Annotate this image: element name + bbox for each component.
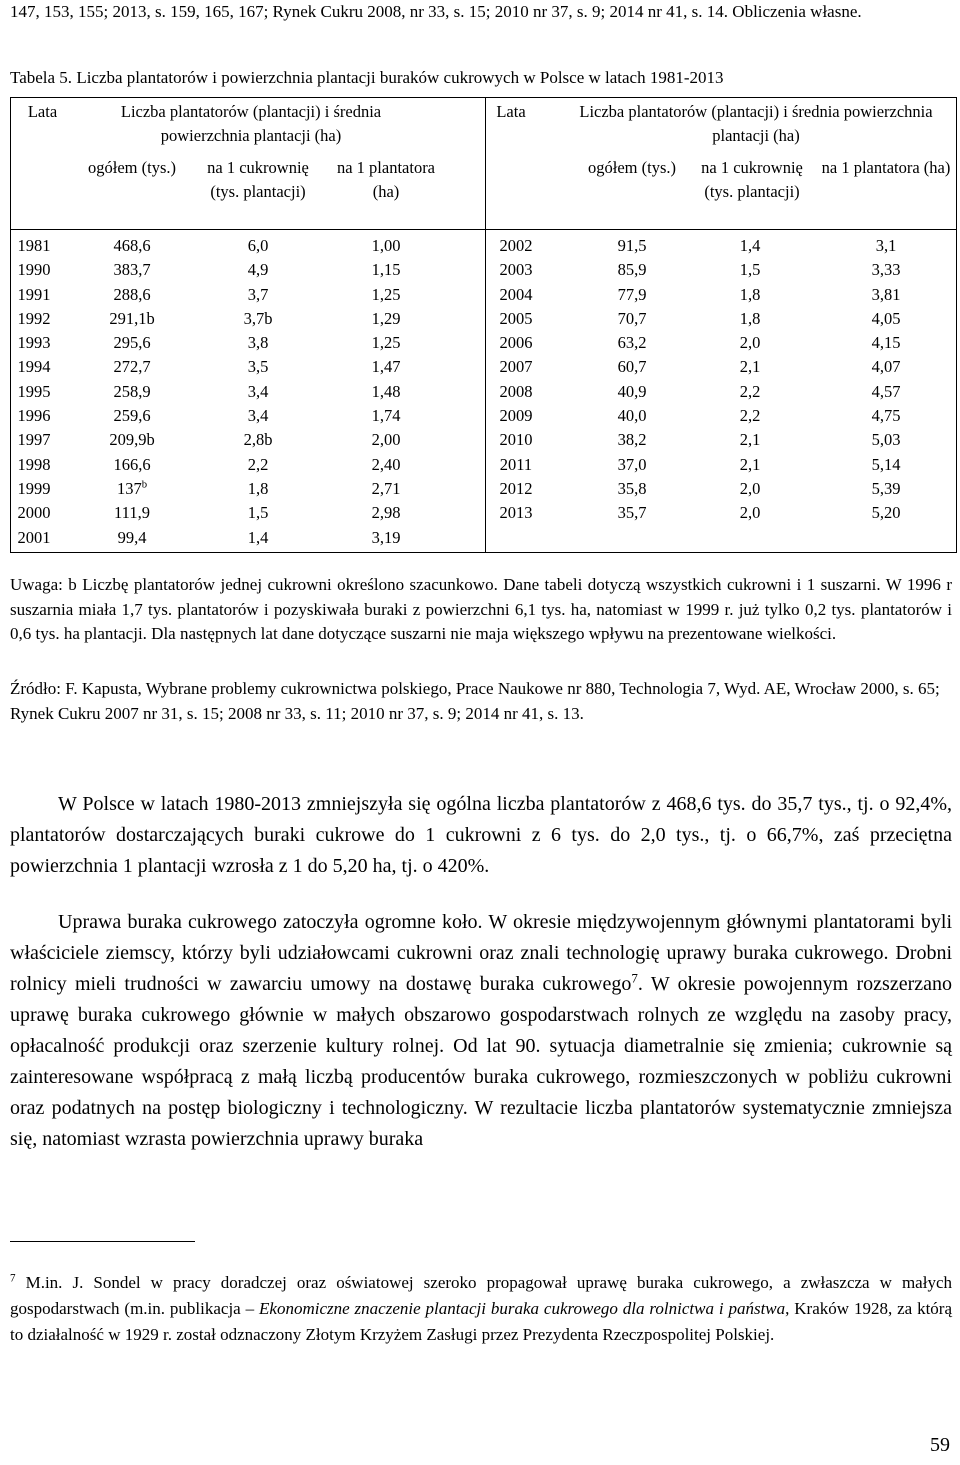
left-total-cell: 259,6 <box>113 406 151 426</box>
left-factory-cell: 2,2 <box>247 454 269 474</box>
right-year-cell: 2004 <box>499 284 533 304</box>
right-total-cell: 40,9 <box>617 381 647 401</box>
left-factory-cell: 3,4 <box>247 381 269 401</box>
right-factory-cell: 2,2 <box>739 381 761 401</box>
left-year-cell: 1999 <box>17 478 51 498</box>
right-year-cell: 2013 <box>499 503 533 523</box>
left-year-cell: 1992 <box>17 308 51 328</box>
footnote-text-b: , Kraków 1928, za którą to działalność w 1929 r. został odznaczony Złotym Krzyżem Zasługi przez Prezydenta Rzeczpospolitej Polskiej. <box>10 1299 952 1344</box>
right-grower-cell: 5,20 <box>871 503 901 523</box>
left-factory-cell: 1,5 <box>247 503 269 523</box>
right-grower-cell: 3,33 <box>871 260 901 280</box>
estimate-marker: b <box>141 478 148 491</box>
left-factory-column <box>197 234 319 550</box>
left-total-cell: 258,9 <box>113 381 151 401</box>
right-year-cell: 2010 <box>499 430 533 450</box>
right-grower-cell: 4,75 <box>871 406 901 426</box>
footnote-text-a: M.in. J. Sondel w pracy doradczej oraz oświatowej szeroko propagował uprawę buraka cukrowego, a zwłaszcza w małych gospodarstwach (m.in. publikacja – <box>10 1273 952 1318</box>
right-grower-column <box>831 234 941 526</box>
header-group-right: Liczba plantatorów (plantacji) i średnia powierzchnia plantacji (ha) <box>579 102 933 145</box>
right-total-cell: 35,7 <box>617 503 647 523</box>
right-total-cell: 85,9 <box>617 260 647 280</box>
paragraph-1: W Polsce w latach 1980-2013 zmniejszyła się ogólna liczba plantatorów z 468,6 tys. do 35,7 tys., tj. o 92,4%, plantatorów dostarczających buraki cukrowe do 1 cukrowni z 6 tys. do 2,0 tys., tj. o 66,7%, zaś przeciętna powierzchnia 1 plantacji wzrosła z 1 do 5,20 ha, tj. o 420%. <box>10 793 952 877</box>
right-total-cell: 35,8 <box>617 478 647 498</box>
left-grower-cell: 1,25 <box>371 284 401 304</box>
right-factory-cell: 1,4 <box>739 236 761 255</box>
right-year-cell: 2012 <box>499 478 533 498</box>
header-grower-left: na 1 plantatora (ha) <box>336 158 436 201</box>
right-total-column <box>577 234 687 526</box>
right-factory-cell: 2,1 <box>739 357 761 377</box>
header-total-right: ogółem (tys.) <box>588 158 676 177</box>
left-factory-cell: 3,4 <box>247 406 269 426</box>
right-year-cell: 2008 <box>499 381 533 401</box>
right-year-cell: 2006 <box>499 333 533 353</box>
header-factory-left: na 1 cukrownię (tys. plantacji) <box>207 158 309 201</box>
paragraph-2-part-a: Uprawa buraka cukrowego zatoczyła ogromne koło. W okresie międzywojennym głównymi plantatorami byli właściciele ziemscy, którzy byli udziałowcami cukrowni oraz znali technologię uprawy buraka cukrowego. Drobni rolnicy mieli trudności w zawarciu umowy na dostawę buraka cukrowego <box>10 911 952 995</box>
right-total-cell: 37,0 <box>617 454 647 474</box>
header-total-left: ogółem (tys.) <box>88 158 176 177</box>
right-grower-cell: 4,57 <box>871 381 901 401</box>
left-total-cell: 209,9b <box>109 430 155 450</box>
right-grower-cell: 4,07 <box>871 357 901 377</box>
right-factory-cell: 2,0 <box>739 503 761 523</box>
left-factory-cell: 3,8 <box>247 333 269 353</box>
table-caption <box>10 66 955 90</box>
left-year-cell: 1996 <box>17 406 51 426</box>
right-total-cell: 38,2 <box>617 430 647 450</box>
left-grower-cell: 1,00 <box>371 236 401 255</box>
left-year-cell: 2000 <box>17 503 51 523</box>
left-year-cell: 1998 <box>17 454 51 474</box>
right-grower-cell: 3,1 <box>875 236 897 255</box>
right-grower-cell: 3,81 <box>871 284 901 304</box>
left-total-cell: 99,4 <box>117 527 147 547</box>
right-total-cell: 91,5 <box>617 236 647 255</box>
right-factory-cell: 2,1 <box>739 454 761 474</box>
data-table <box>10 97 957 553</box>
right-grower-cell: 4,05 <box>871 308 901 328</box>
total-value: 137 <box>116 478 142 498</box>
right-factory-cell: 1,5 <box>739 260 761 280</box>
right-total-cell: 63,2 <box>617 333 647 353</box>
left-total-cell: 111,9 <box>114 503 150 523</box>
left-total-column <box>77 234 187 550</box>
left-factory-cell: 1,8 <box>247 478 269 498</box>
left-factory-cell: 1,4 <box>247 527 269 547</box>
left-year-cell: 1981 <box>17 236 51 255</box>
right-factory-cell: 2,1 <box>739 430 761 450</box>
right-year-cell: 2002 <box>499 236 533 255</box>
right-grower-cell: 5,39 <box>871 478 901 498</box>
table-caption-label: Tabela 5. <box>10 68 73 87</box>
right-year-cell: 2009 <box>499 406 533 426</box>
right-grower-cell: 5,14 <box>871 454 901 474</box>
left-year-cell: 1995 <box>17 381 51 401</box>
table-source: Źródło: F. Kapusta, Wybrane problemy cukrownictwa polskiego, Prace Naukowe nr 880, Technologia 7, Wyd. AE, Wrocław 2000, s. 65; Rynek Cukru 2007 nr 31, s. 15; 2008 nr 33, s. 11; 2010 nr 37, s. 9; 2014 nr 41, s. 13. <box>10 679 940 723</box>
right-total-cell: 60,7 <box>617 357 647 377</box>
right-factory-cell: 2,0 <box>739 333 761 353</box>
left-grower-cell: 1,25 <box>371 333 401 353</box>
header-years-left: Lata <box>27 102 58 121</box>
left-total-cell: 166,6 <box>113 454 151 474</box>
left-total-cell <box>77 477 187 501</box>
source-continuation-text: 147, 153, 155; 2013, s. 159, 165, 167; Rynek Cukru 2008, nr 33, s. 15; 2010 nr 37, s. 9; 2014 nr 41, s. 14. Obliczenia własne. <box>10 2 862 21</box>
right-grower-cell: 5,03 <box>871 430 901 450</box>
left-grower-cell: 1,74 <box>371 406 401 426</box>
page-number: 59 <box>930 1434 950 1456</box>
left-grower-cell: 3,19 <box>371 527 401 547</box>
left-grower-cell: 1,15 <box>371 260 401 280</box>
left-total-cell: 272,7 <box>113 357 151 377</box>
left-total-cell: 468,6 <box>113 236 151 255</box>
right-factory-cell: 1,8 <box>739 284 761 304</box>
header-factory-right: na 1 cukrownię (tys. plantacji) <box>701 158 803 201</box>
left-grower-cell: 1,29 <box>371 308 401 328</box>
left-grower-column <box>331 234 441 550</box>
right-year-cell: 2003 <box>499 260 533 280</box>
right-total-cell: 40,0 <box>617 406 647 426</box>
table-caption-text: Liczba plantatorów i powierzchnia plantacji buraków cukrowych w Polsce w latach 1981-2013 <box>72 68 724 87</box>
table-note: Uwaga: b Liczbę plantatorów jednej cukrowni określono szacunkowo. Dane tabeli dotyczą wszystkich cukrowni i 1 suszarni. W 1996 r suszarnia miała 1,7 tys. plantatorów i pozyskiwała buraki z powierzchni 6,1 tys. ha, natomiast w 1999 r. już tylko 0,2 tys. plantatorów i 0,6 tys. ha plantacji. Dla następnych lat dane dotyczące suszarni nie maja większego wpływu na prezentowane wielkości. <box>10 575 952 643</box>
left-grower-cell: 1,47 <box>371 357 401 377</box>
left-grower-cell: 2,40 <box>371 454 401 474</box>
footnote-reference: 7 <box>631 970 638 986</box>
right-factory-cell: 1,8 <box>739 308 761 328</box>
right-factory-column <box>695 234 805 526</box>
right-factory-cell: 2,2 <box>739 406 761 426</box>
left-factory-cell: 3,5 <box>247 357 269 377</box>
left-year-column <box>11 234 57 550</box>
left-year-cell: 1993 <box>17 333 51 353</box>
left-factory-cell: 3,7 <box>247 284 269 304</box>
left-year-cell: 1991 <box>17 284 51 304</box>
left-factory-cell: 6,0 <box>247 236 269 255</box>
left-total-cell: 288,6 <box>113 284 151 304</box>
left-year-cell: 1994 <box>17 357 51 377</box>
right-year-cell: 2007 <box>499 357 533 377</box>
right-year-cell: 2005 <box>499 308 533 328</box>
left-year-cell: 2001 <box>17 527 51 547</box>
right-year-cell: 2011 <box>499 454 533 474</box>
left-grower-cell: 2,71 <box>371 478 401 498</box>
left-total-cell: 295,6 <box>113 333 151 353</box>
left-factory-cell: 3,7b <box>243 308 273 328</box>
paragraph-2-part-b: . W okresie powojennym rozszerzano uprawę buraka cukrowego głównie w małych obszarowo gospodarstwach rolnych ze względu na zasoby pracy, opłacalność produkcji oraz szerzenie kultury rolnej. Od lat 90. sytuacja diametralnie się zmienia; cukrownie są zainteresowane współpracą z małą liczbą producentów buraka cukrowego, rozmieszczonych w pobliżu cukrowni oraz podatnych na postęp biologiczny i technologiczny. W rezultacie liczba plantatorów systematycznie zmniejsza się, natomiast wzrasta powierzchnia uprawy buraka <box>10 973 952 1150</box>
left-factory-cell: 4,9 <box>247 260 269 280</box>
footnote-title: Ekonomiczne znaczenie plantacji buraka cukrowego dla rolnictwa i państwa <box>259 1299 786 1318</box>
left-total-cell: 383,7 <box>113 260 151 280</box>
footnote <box>10 1270 952 1348</box>
paragraph-2 <box>10 907 952 1155</box>
header-grower-right: na 1 plantatora (ha) <box>821 158 951 177</box>
left-grower-cell: 1,48 <box>371 381 401 401</box>
left-year-cell: 1997 <box>17 430 51 450</box>
right-factory-cell: 2,0 <box>739 478 761 498</box>
right-total-cell: 70,7 <box>617 308 647 328</box>
right-total-cell: 77,9 <box>617 284 647 304</box>
right-year-column <box>485 234 547 526</box>
header-years-right: Lata <box>496 102 526 121</box>
left-grower-cell: 2,98 <box>371 503 401 523</box>
header-divider <box>11 229 956 230</box>
footnote-number: 7 <box>10 1272 16 1285</box>
header-group-left: Liczba plantatorów (plantacji) i średnia powierzchnia plantacji (ha) <box>120 102 382 145</box>
left-factory-cell: 2,8b <box>243 430 273 450</box>
left-total-cell: 291,1b <box>109 308 155 328</box>
left-year-cell: 1990 <box>17 260 51 280</box>
left-grower-cell: 2,00 <box>371 430 401 450</box>
footnote-separator <box>10 1241 195 1242</box>
right-grower-cell: 4,15 <box>871 333 901 353</box>
